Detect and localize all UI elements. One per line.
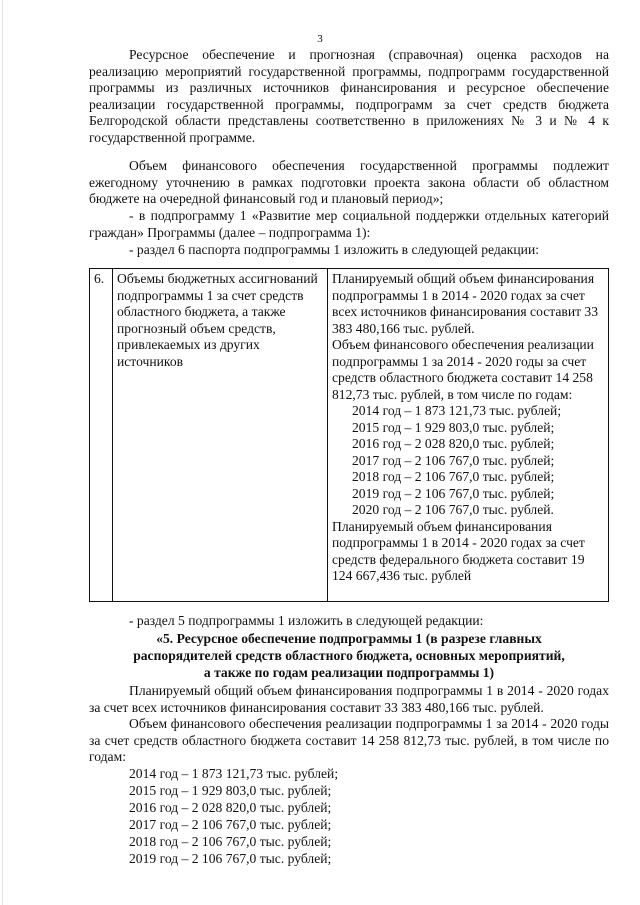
year-item: 2015 год – 1 929 803,0 тыс. рублей; [352,419,555,435]
section5-total-text: Планируемый общий объем финансирования подпрограммы 1 в 2014 - 2020 годах за счет всех источников финансирования составит 33 383 480,166 тыс. рублей. [89,683,609,715]
regional-financing-text: Объем финансового обеспечения реализации подпрограммы 1 за 2014 - 2020 годы за счет средств областного бюджета составит 14 258 812,73 тыс. рублей, в том числе по годам: [332,337,594,402]
year-item: 2017 год – 2 106 767,0 тыс. рублей; [352,452,555,468]
intro-paragraph-1: Ресурсное обеспечение и прогнозная (справочная) оценка расходов на реализацию мероприятий государственной программы, подпрограмм государственной программы из различных источников финансирования и ресурсное обеспечение реализации государственной программы, подпрограмм за счет средств бюджета Белгородской области представлены соответственно в приложениях № 3 и № 4 к государственной программе. [89,47,609,145]
section5-heading-line1: «5. Ресурсное обеспечение подпрограммы 1 (в разрезе главных [156,631,542,646]
year-item: 2019 год – 2 106 767,0 тыс. рублей; [129,851,332,866]
year-item: 2018 год – 2 106 767,0 тыс. рублей; [352,469,555,484]
row-value-cell [328,269,609,602]
intro-paragraph-4: - раздел 6 паспорта подпрограммы 1 изложить в следующей редакции: [129,242,540,257]
intro-paragraph-2: Объем финансового обеспечения государственной программы подлежит ежегодному уточнению в рамках подготовки проекта закона области об областном бюджете на очередной финансовый год и плановый период»; [89,158,609,206]
section5-heading-line3: а также по годам реализации подпрограммы 1) [203,665,495,680]
year-item: 2016 год – 2 028 820,0 тыс. рублей; [352,436,555,451]
section5-heading-line2: распорядителей средств областного бюджета, основных мероприятий, [133,648,565,663]
year-item: 2019 год – 2 106 767,0 тыс. рублей; [352,485,555,501]
year-item: 2014 год – 1 873 121,73 тыс. рублей; [129,766,339,781]
federal-financing-text: Планируемый объем финансирования подпрограммы 1 в 2014 - 2020 годах за счет средств федерального бюджета составит 19 124 667,436 тыс. рублей [332,518,585,583]
scan-edge-line [2,0,3,905]
total-financing-text: Планируемый общий объем финансирования подпрограммы 1 в 2014 - 2020 годах за счет всех источников финансирования составит 33 383 480,166 тыс. рублей. [332,271,599,336]
year-item: 2014 год – 1 873 121,73 тыс. рублей; [352,403,562,418]
year-item: 2016 год – 2 028 820,0 тыс. рублей; [129,800,332,815]
page-number: 3 [317,33,323,45]
year-item: 2020 год – 2 106 767,0 тыс. рублей. [352,502,554,517]
passport-table [89,268,609,602]
year-item: 2017 год – 2 106 767,0 тыс. рублей; [129,817,332,832]
year-item: 2018 год – 2 106 767,0 тыс. рублей; [129,834,332,849]
row-label: Объемы бюджетных ассигнований подпрограммы 1 за счет средств областного бюджета, а также прогнозный объем средств, привлекаемых из других источников [117,271,318,369]
table-row [90,269,609,602]
section5-intro: - раздел 5 подпрограммы 1 изложить в следующей редакции: [129,613,484,628]
year-item: 2015 год – 1 929 803,0 тыс. рублей; [129,783,332,798]
row-label-cell [113,269,328,602]
row-number-cell [90,269,113,602]
row-number: 6. [94,271,105,286]
section5-regional-text: Объем финансового обеспечения реализации подпрограммы 1 за 2014 - 2020 годы за счет средств областного бюджета составит 14 258 812,73 тыс. рублей, в том числе по годам: [89,716,609,764]
intro-paragraph-3: - в подпрограмму 1 «Развитие мер социальной поддержки отдельных категорий граждан» Программы (далее – подпрограмма 1): [89,208,609,240]
